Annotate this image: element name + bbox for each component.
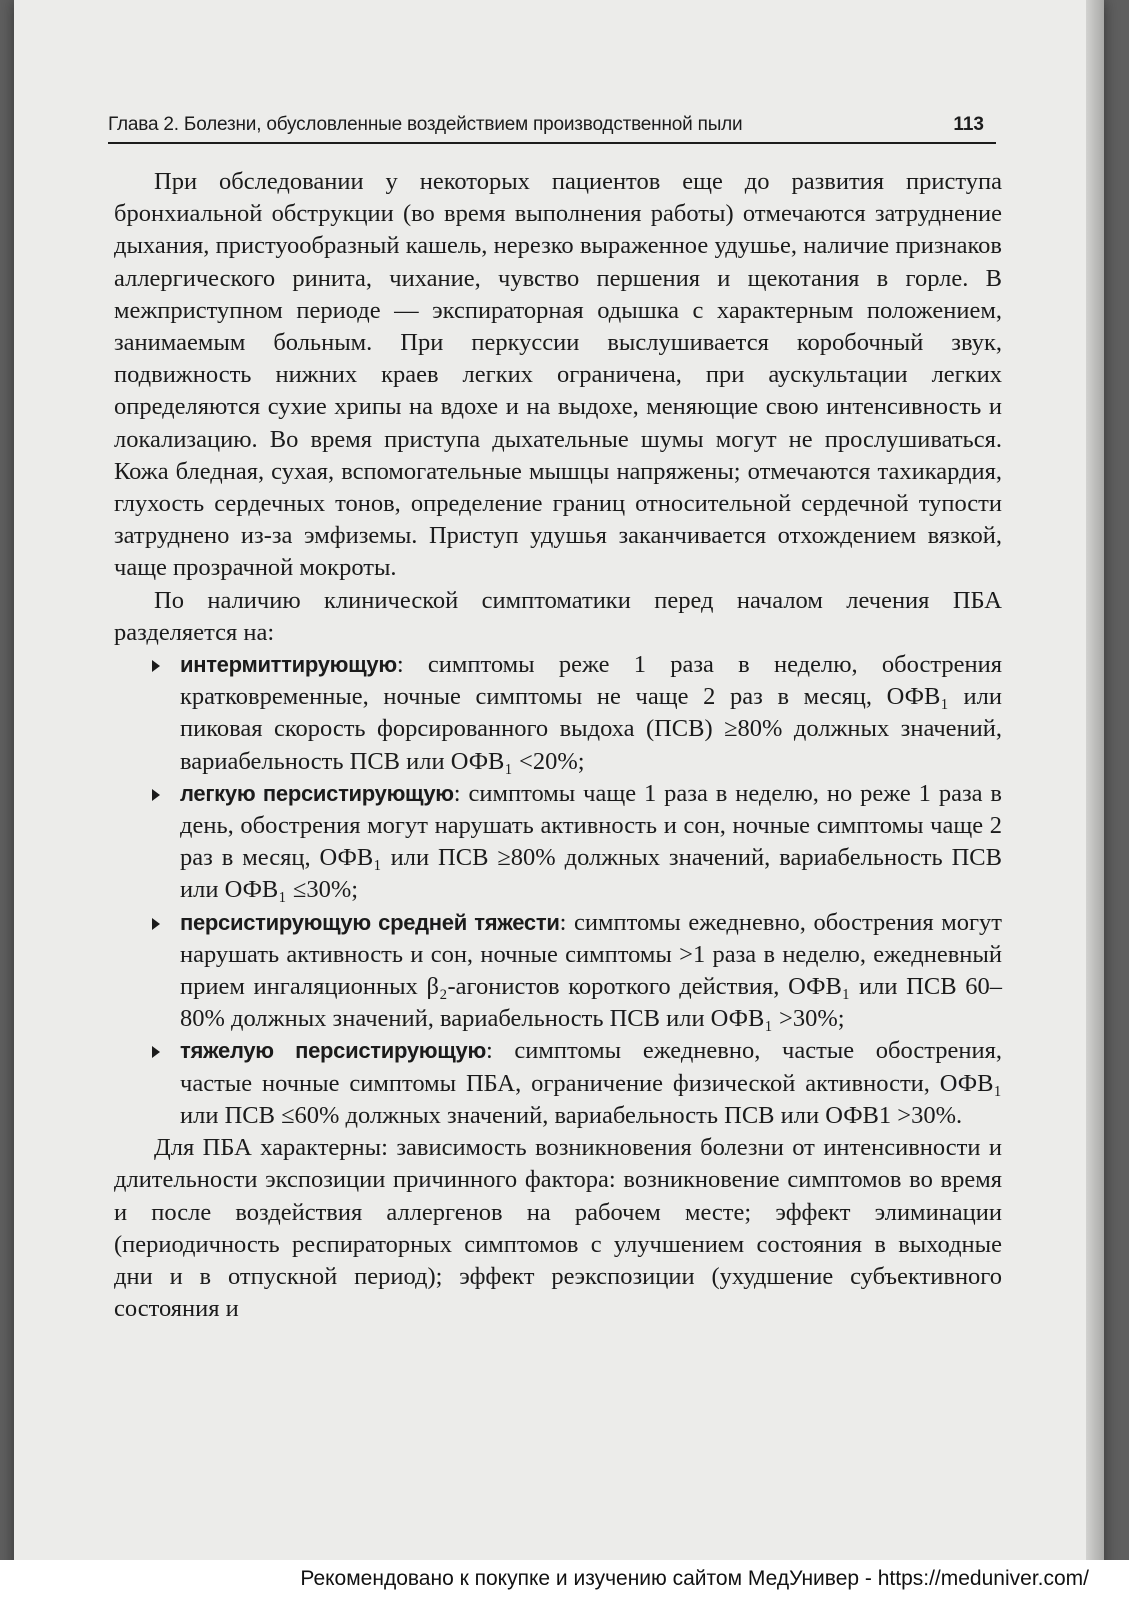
body-text xyxy=(114,166,1002,1325)
list-item xyxy=(114,907,1002,1036)
triangle-bullet-icon xyxy=(152,1046,160,1058)
chapter-title: Глава 2. Болезни, обусловленные воздействием производственной пыли xyxy=(108,114,743,135)
severity-list xyxy=(114,649,1002,1132)
list-item-text: : симптомы ежедневно, обострения могут нарушать активность и сон, ночные симптомы >1 раза в неделю, ежедневный прием ингаляционных β₂-агонистов короткого действия, ОФВ₁ или ПСВ 60–80% должных значений, вариабельность ПСВ или ОФВ₁ >30%; xyxy=(180,908,1003,1033)
list-item xyxy=(114,1035,1002,1132)
list-item-term: легкую персистирующую xyxy=(180,780,454,806)
book-page xyxy=(14,0,1104,1600)
list-item-text: : симптомы реже 1 раза в неделю, обострения кратковременные, ночные симптомы не чаще 2 раз в месяц, ОФВ₁ или пиковая скорость форсированного выдоха (ПСВ) ≥80% должных значений, вариабельность ПСВ или ОФВ₁ <20%; xyxy=(180,651,1002,775)
list-item xyxy=(114,649,1002,778)
running-head xyxy=(108,112,996,144)
page-number: 113 xyxy=(953,114,984,135)
list-item-term: тяжелую персистирующую xyxy=(180,1038,486,1064)
triangle-bullet-icon xyxy=(152,660,160,672)
triangle-bullet-icon xyxy=(152,789,160,801)
list-item-term: персистирующую средней тяжести xyxy=(180,909,560,935)
paragraph-characteristics: Для ПБА характерны: зависимость возникновения болезни от интенсивности и длительности экспозиции причинного фактора: возникновение симптомов во время и после воздействия аллергенов на рабочем месте; эффект элиминации (периодичность респираторных симптомов с улучшением состояния в выходные дни и в отпускной период); эффект реэкспозиции (ухудшение субъективного состояния и xyxy=(114,1134,1002,1323)
recommendation-text: Рекомендовано к покупке и изучению сайтом МедУнивер - https://meduniver.com/ xyxy=(300,1567,1089,1590)
triangle-bullet-icon xyxy=(152,918,160,930)
paragraph-classification-intro: По наличию клинической симптоматики перед началом лечения ПБА разделяется на: xyxy=(114,586,1002,646)
list-item xyxy=(114,778,1002,907)
list-item-text: : симптомы ежедневно, частые обострения, частые ночные симптомы ПБА, ограничение физической активности, ОФВ₁ или ПСВ ≤60% должных значений, вариабельность ПСВ или ОФВ1 >30%. xyxy=(180,1037,1002,1129)
footer-banner xyxy=(0,1560,1129,1600)
list-item-term: интермиттирующую xyxy=(180,652,397,678)
paragraph-symptoms: При обследовании у некоторых пациентов еще до развития приступа бронхиальной обструкции (во время выполнения работы) отмечаются затруднение дыхания, пристуообразный кашель, нерезко выраженное удушье, наличие признаков аллергического ринита, чихание, чувство першения и щекотания в горле. В межприступном периоде — экспираторная одышка с характерным положением, занимаемым больным. При перкуссии выслушивается коробочный звук, подвижность нижних краев легких ограничена, при аускультации легких определяются сухие хрипы на вдохе и на выдохе, меняющие свою интенсивность и локализацию. Во время приступа дыхательные шумы могут не прослушиваться. Кожа бледная, сухая, вспомогательные мышцы напряжены; отмечаются тахикардия, глухость сердечных тонов, определение границ относительной сердечной тупости затруднено из-за эмфиземы. Приступ удушья заканчивается отхождением вязкой, чаще прозрачной мокроты. xyxy=(114,168,1002,582)
list-item-text: : симптомы чаще 1 раза в неделю, но реже 1 раза в день, обострения могут нарушать активность и сон, ночные симптомы чаще 2 раз в месяц, ОФВ₁ или ПСВ ≥80% должных значений, вариабельность ПСВ или ОФВ₁ ≤30%; xyxy=(180,779,1002,904)
page-edge xyxy=(1086,0,1104,1600)
